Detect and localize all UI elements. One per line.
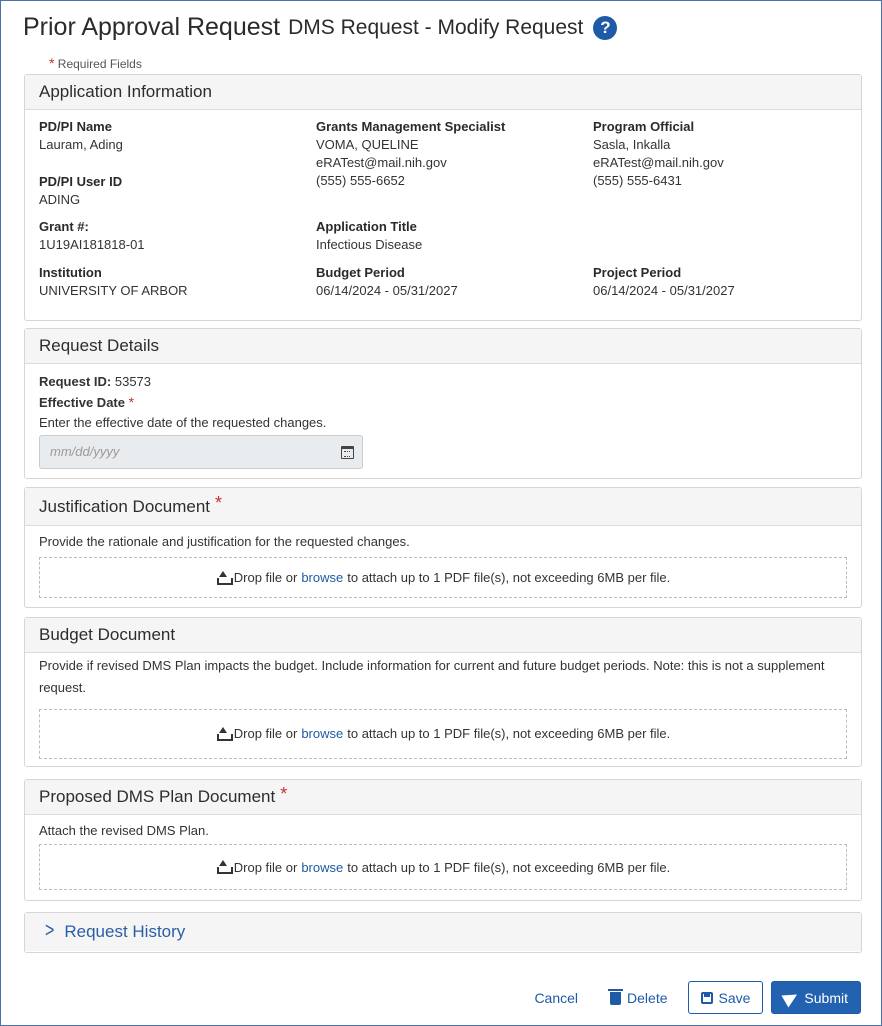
- effective-date-label-row: [39, 392, 847, 413]
- grant-number-value: 1U19AI181818-01: [39, 237, 145, 252]
- required-asterisk: *: [215, 493, 223, 513]
- effective-date-label: Effective Date: [39, 395, 125, 410]
- pdpi-name-value: Lauram, Ading: [39, 137, 123, 152]
- dropzone-prefix: Drop file or: [233, 726, 298, 741]
- pdpi-name-block: [39, 118, 123, 154]
- save-label: Save: [718, 989, 751, 1006]
- delete-button[interactable]: [598, 981, 679, 1014]
- required-fields-text: Required Fields: [57, 57, 142, 71]
- gms-label: Grants Management Specialist: [316, 119, 506, 134]
- page-title: [23, 13, 617, 42]
- browse-link[interactable]: browse: [301, 570, 344, 585]
- application-information-body: [25, 110, 861, 310]
- required-asterisk: *: [280, 783, 288, 804]
- program-official-phone: (555) 555-6431: [593, 173, 682, 188]
- cancel-button[interactable]: [522, 981, 590, 1014]
- gms-block: [316, 118, 505, 190]
- application-information-panel: [24, 74, 862, 321]
- form-actions: [522, 981, 861, 1014]
- grant-number-block: [39, 218, 145, 254]
- budget-period-label: Budget Period: [316, 265, 405, 280]
- institution-value: UNIVERSITY OF ARBOR: [39, 283, 188, 298]
- program-official-block: [593, 118, 724, 190]
- browse-link[interactable]: browse: [301, 726, 344, 741]
- grant-number-label: Grant #:: [39, 219, 89, 234]
- pdpi-user-id-block: [39, 173, 122, 209]
- upload-icon: [216, 860, 230, 874]
- submit-label: Submit: [804, 989, 848, 1006]
- institution-block: [39, 264, 188, 300]
- upload-icon: [216, 727, 230, 741]
- calendar-icon[interactable]: [341, 446, 354, 459]
- required-asterisk: *: [128, 394, 135, 410]
- justification-description: Provide the rationale and justification for the requested changes.: [39, 534, 410, 549]
- effective-date-help: Enter the effective date of the requested changes.: [39, 415, 327, 430]
- request-details-heading: Request Details: [25, 329, 861, 364]
- gms-email: eRATest@mail.nih.gov: [316, 155, 447, 170]
- justification-document-body: [25, 526, 861, 608]
- dropzone-suffix: to attach up to 1 PDF file(s), not exceeding 6MB per file.: [347, 726, 671, 741]
- budget-document-heading: Budget Document: [25, 618, 861, 653]
- save-button[interactable]: [688, 981, 764, 1014]
- upload-icon: [216, 571, 230, 585]
- request-details-body: [25, 364, 861, 479]
- request-id-row: [39, 372, 847, 392]
- budget-document-panel: [24, 617, 862, 767]
- dms-plan-document-panel: [24, 779, 862, 901]
- dropzone-prefix: Drop file or: [233, 570, 298, 585]
- request-id-value: 53573: [114, 374, 152, 389]
- application-title-label: Application Title: [316, 219, 417, 234]
- page-subtitle: DMS Request - Modify Request: [288, 15, 584, 39]
- dropzone-suffix: to attach up to 1 PDF file(s), not exceeding 6MB per file.: [347, 859, 671, 875]
- application-title-value: Infectious Disease: [316, 237, 423, 252]
- request-history-toggle[interactable]: [25, 913, 861, 951]
- submit-button[interactable]: [771, 981, 861, 1014]
- pdpi-name-label: PD/PI Name: [39, 119, 112, 134]
- justification-dropzone[interactable]: [39, 557, 847, 598]
- application-title-block: [316, 218, 422, 254]
- budget-document-body: [25, 653, 861, 769]
- dropzone-prefix: Drop file or: [233, 859, 298, 875]
- justification-document-title: Justification Document: [39, 496, 211, 516]
- effective-date-placeholder: mm/dd/yyyy: [50, 444, 120, 459]
- dropzone-suffix: to attach up to 1 PDF file(s), not exceeding 6MB per file.: [347, 570, 671, 585]
- institution-label: Institution: [39, 265, 102, 280]
- dms-plan-document-heading: [25, 780, 861, 815]
- browse-link[interactable]: browse: [301, 859, 344, 875]
- application-information-heading: Application Information: [25, 75, 861, 110]
- request-details-panel: [24, 328, 862, 479]
- cancel-label: Cancel: [534, 989, 579, 1006]
- program-official-name: Sasla, Inkalla: [593, 137, 671, 152]
- pdpi-user-id-label: PD/PI User ID: [39, 174, 123, 189]
- program-official-label: Program Official: [593, 119, 695, 134]
- dms-plan-description: Attach the revised DMS Plan.: [39, 823, 209, 838]
- paper-plane-icon: [782, 988, 801, 1007]
- program-official-email: eRATest@mail.nih.gov: [593, 155, 724, 170]
- project-period-value: 06/14/2024 - 05/31/2027: [593, 283, 735, 298]
- project-period-label: Project Period: [593, 265, 682, 280]
- required-asterisk: *: [49, 55, 55, 71]
- justification-document-heading: [25, 488, 861, 526]
- pdpi-user-id-value: ADING: [39, 192, 81, 207]
- budget-period-block: [316, 264, 458, 300]
- budget-dropzone[interactable]: [39, 709, 847, 759]
- request-history-panel: [24, 912, 862, 953]
- save-icon: [701, 992, 713, 1004]
- gms-phone: (555) 555-6652: [316, 173, 405, 188]
- request-history-title: Request History: [64, 922, 186, 941]
- chevron-right-icon: >: [45, 920, 55, 943]
- request-id-label: Request ID:: [39, 374, 112, 389]
- question-circle-icon[interactable]: ?: [593, 16, 617, 40]
- trash-icon: [610, 992, 621, 1005]
- project-period-block: [593, 264, 735, 300]
- justification-document-panel: [24, 487, 862, 608]
- delete-label: Delete: [627, 989, 668, 1006]
- budget-period-value: 06/14/2024 - 05/31/2027: [316, 283, 458, 298]
- page-title-main: Prior Approval Request: [23, 13, 281, 41]
- dms-plan-document-body: [25, 815, 861, 900]
- required-fields-note: [49, 55, 142, 71]
- effective-date-input[interactable]: [39, 435, 363, 469]
- gms-name: VOMA, QUELINE: [316, 137, 419, 152]
- dms-plan-dropzone[interactable]: [39, 844, 847, 890]
- budget-description: Provide if revised DMS Plan impacts the budget. Include information for current and future budget periods. Note: this is not a supplement request.: [39, 658, 825, 695]
- dms-plan-document-title: Proposed DMS Plan Document: [39, 787, 276, 806]
